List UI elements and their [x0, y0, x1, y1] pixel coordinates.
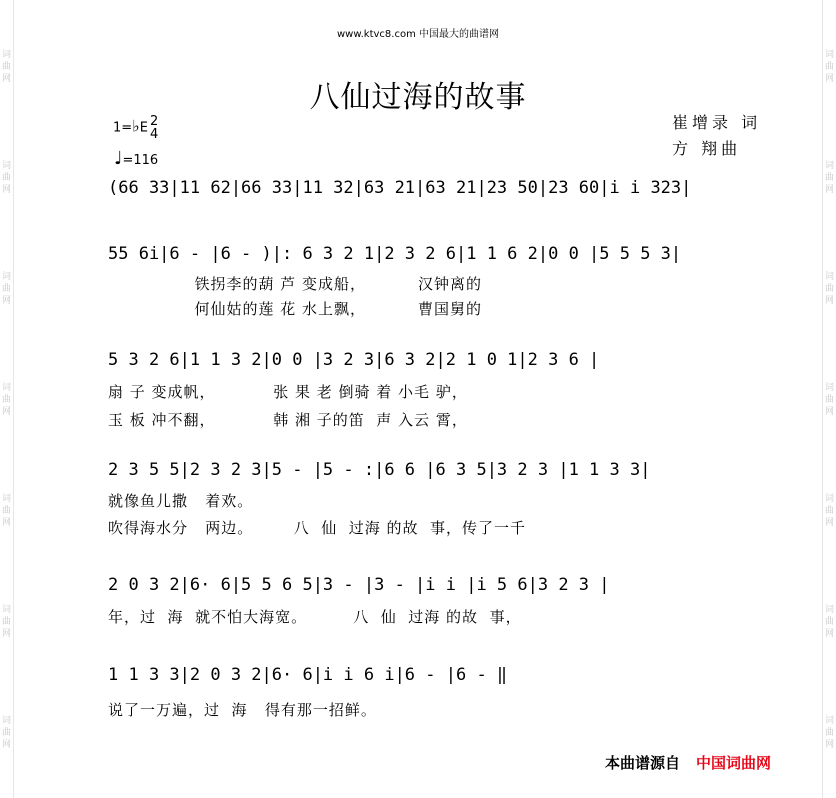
watermark-char: 词	[1, 494, 11, 504]
watermark-char: 词	[824, 605, 834, 615]
watermark-char: 曲	[824, 617, 834, 627]
lyrics-line-2a: 铁拐李的葫 芦 变成船， 汉钟离的	[108, 275, 482, 293]
watermark-group	[825, 716, 834, 752]
watermark-char: 网	[824, 74, 834, 84]
quarter-note-icon: ♩	[114, 148, 123, 169]
watermark-char: 网	[1, 185, 11, 195]
watermark-char: 网	[1, 407, 11, 417]
watermark-char: 词	[1, 716, 11, 726]
key-prefix: 1=	[113, 120, 133, 136]
watermark-group	[825, 494, 834, 530]
flat-icon: ♭	[132, 116, 140, 136]
watermark-group	[2, 716, 11, 752]
lyrics-line-2b: 何仙姑的莲 花 水上飘， 曹国舅的	[108, 300, 482, 318]
watermark-char: 曲	[1, 728, 11, 738]
watermark-char: 网	[1, 74, 11, 84]
watermark-char: 网	[824, 629, 834, 639]
watermark-char: 词	[1, 50, 11, 60]
watermark-char: 词	[824, 383, 834, 393]
tempo-mark	[114, 148, 158, 169]
key-signature	[113, 115, 158, 141]
composer: 方 翔曲	[672, 139, 742, 158]
watermark-char: 词	[824, 272, 834, 282]
watermark-char: 网	[1, 518, 11, 528]
site-url: www.ktvc8.com 中国最大的曲谱网	[336, 29, 499, 40]
watermark-char: 网	[824, 740, 834, 750]
watermark-char: 网	[824, 185, 834, 195]
watermark-char: 网	[824, 296, 834, 306]
watermark-char: 网	[1, 740, 11, 750]
time-top: 2	[149, 114, 159, 129]
lyrics-line-6a: 说了一万遍，过 海 得有那一招鲜。	[108, 701, 377, 719]
tempo-value: =116	[122, 153, 159, 168]
lyrics-line-5a: 年，过 海 就不怕大海宽。 八 仙 过海 的故 事，	[108, 608, 522, 626]
watermark-char: 曲	[1, 617, 11, 627]
watermark-char: 网	[824, 407, 834, 417]
watermark-char: 曲	[1, 62, 11, 72]
watermark-char: 曲	[824, 728, 834, 738]
watermark-char: 曲	[824, 506, 834, 516]
left-watermark	[0, 0, 14, 798]
lyrics-line-4b: 吹得海水分 两边。 八 仙 过海 的故 事，传了一千	[108, 519, 527, 537]
score-line-4: 2 3 5 5|2 3 2 3|5 - |5 - :|6 6 |6 3 5|3 2 3 |1 1 3 3|	[108, 460, 651, 480]
source-label: 本曲谱源自	[605, 754, 681, 772]
lyrics-line-3b: 玉 板 冲不翻， 韩 湘 子的笛 声 入云 霄，	[108, 411, 468, 429]
lyricist: 崔增录 词	[672, 113, 762, 132]
watermark-char: 曲	[1, 395, 11, 405]
right-watermark	[822, 0, 836, 798]
score-line-5: 2 0 3 2|6· 6|5 5 6 5|3 - |3 - |i i |i 5 6|3 2 3 |	[108, 575, 610, 595]
lyrics-line-3a: 扇 子 变成帆， 张 果 老 倒骑 着 小毛 驴，	[108, 383, 468, 401]
watermark-group	[2, 494, 11, 530]
watermark-char: 词	[1, 383, 11, 393]
watermark-group	[2, 161, 11, 197]
watermark-group	[2, 383, 11, 419]
watermark-group	[825, 383, 834, 419]
watermark-char: 网	[1, 629, 11, 639]
watermark-char: 曲	[824, 62, 834, 72]
watermark-char: 曲	[1, 173, 11, 183]
watermark-char: 网	[824, 518, 834, 528]
time-signature	[150, 115, 158, 141]
watermark-char: 网	[1, 296, 11, 306]
watermark-char: 词	[824, 716, 834, 726]
watermark-char: 曲	[824, 173, 834, 183]
key-name: E	[139, 120, 148, 136]
song-title: 八仙过海的故事	[309, 80, 527, 115]
brand-link[interactable]: 中国词曲网	[696, 754, 772, 772]
watermark-group	[825, 605, 834, 641]
source-footer	[605, 752, 771, 773]
watermark-group	[825, 161, 834, 197]
watermark-char: 曲	[1, 506, 11, 516]
score-line-3: 5 3 2 6|1 1 3 2|0 0 |3 2 3|6 3 2|2 1 0 1|2 3 6 |	[108, 350, 600, 370]
watermark-char: 词	[1, 161, 11, 171]
time-bottom: 4	[149, 127, 159, 142]
watermark-group	[825, 272, 834, 308]
watermark-group	[2, 272, 11, 308]
watermark-char: 词	[824, 161, 834, 171]
score-line-6: 1 1 3 3|2 0 3 2|6· 6|i i 6 i|6 - |6 - ‖	[108, 665, 508, 685]
watermark-char: 词	[1, 605, 11, 615]
watermark-group	[2, 605, 11, 641]
watermark-char: 词	[824, 50, 834, 60]
score-line-2: 55 6i|6 - |6 - )|: 6 3 2 1|2 3 2 6|1 1 6 2|0 0 |5 5 5 3|	[108, 244, 682, 264]
watermark-char: 曲	[824, 395, 834, 405]
watermark-char: 曲	[824, 284, 834, 294]
watermark-char: 词	[824, 494, 834, 504]
score-line-1: (66 33|11 62|66 33|11 32|63 21|63 21|23 50|23 60|i i 323|	[108, 178, 692, 198]
watermark-char: 曲	[1, 284, 11, 294]
watermark-char: 词	[1, 272, 11, 282]
lyrics-line-4a: 就像鱼儿撒 着欢。	[108, 492, 254, 510]
credits	[672, 110, 761, 162]
